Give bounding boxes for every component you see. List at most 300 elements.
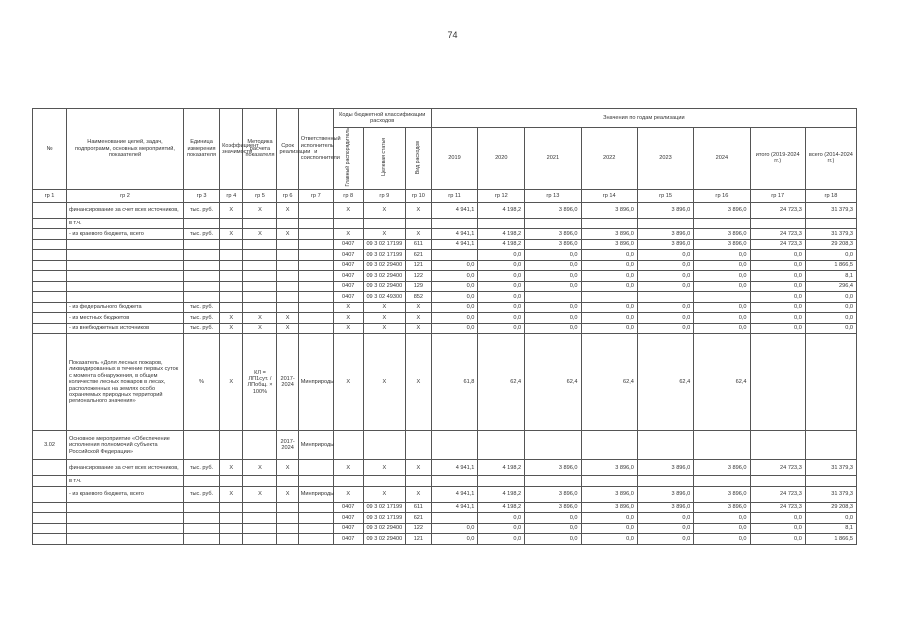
column-number-cell: гр 17 bbox=[750, 189, 805, 202]
table-cell: 09 3 02 17199 bbox=[363, 239, 406, 250]
table-cell: 121 bbox=[406, 260, 432, 271]
table-cell bbox=[33, 334, 67, 431]
table-cell: 0,0 bbox=[694, 260, 750, 271]
table-cell bbox=[243, 476, 277, 487]
table-cell bbox=[431, 431, 478, 460]
table-cell: 24 723,3 bbox=[750, 460, 805, 476]
table-cell: 2017-2024 bbox=[277, 431, 298, 460]
table-cell: 0,0 bbox=[637, 313, 693, 324]
table-cell: 3 896,0 bbox=[637, 229, 693, 240]
table-cell: 0,0 bbox=[478, 323, 525, 334]
table-cell bbox=[183, 292, 219, 303]
table-cell: 4 198,2 bbox=[478, 486, 525, 502]
table-cell bbox=[805, 431, 856, 460]
table-cell: 0,0 bbox=[478, 271, 525, 282]
table-cell: 0,0 bbox=[478, 260, 525, 271]
table-cell bbox=[277, 260, 298, 271]
table-cell bbox=[220, 239, 243, 250]
table-cell bbox=[637, 292, 693, 303]
table-cell bbox=[33, 534, 67, 545]
table-cell: 24 723,3 bbox=[750, 239, 805, 250]
table-cell: 0,0 bbox=[525, 534, 581, 545]
table-cell: 0,0 bbox=[525, 302, 581, 313]
table-cell bbox=[33, 460, 67, 476]
header-period: Срок реализации bbox=[277, 109, 298, 190]
table-cell: 0,0 bbox=[431, 292, 478, 303]
table-cell bbox=[431, 476, 478, 487]
table-cell: 0,0 bbox=[478, 250, 525, 261]
table-cell bbox=[183, 431, 219, 460]
table-cell bbox=[431, 218, 478, 229]
table-cell: 3 896,0 bbox=[694, 229, 750, 240]
table-cell bbox=[243, 218, 277, 229]
table-cell bbox=[67, 292, 184, 303]
table-cell bbox=[67, 260, 184, 271]
table-cell: 0,0 bbox=[637, 534, 693, 545]
table-cell: 0,0 bbox=[581, 281, 637, 292]
column-number-cell: гр 3 bbox=[183, 189, 219, 202]
table-cell: 0,0 bbox=[581, 313, 637, 324]
table-cell: 0,0 bbox=[805, 302, 856, 313]
table-cell: 0,0 bbox=[431, 281, 478, 292]
table-cell: 621 bbox=[406, 513, 432, 524]
table-cell bbox=[298, 513, 333, 524]
table-cell bbox=[805, 218, 856, 229]
table-cell: в т.ч. bbox=[67, 476, 184, 487]
table-cell: 24 723,3 bbox=[750, 502, 805, 513]
table-cell: 3 896,0 bbox=[637, 239, 693, 250]
table-cell: 24 723,3 bbox=[750, 486, 805, 502]
table-cell bbox=[220, 260, 243, 271]
table-cell bbox=[298, 202, 333, 218]
table-cell: 31 379,3 bbox=[805, 229, 856, 240]
table-cell: 3.02 bbox=[33, 431, 67, 460]
table-cell: X bbox=[333, 460, 363, 476]
table-cell bbox=[183, 534, 219, 545]
table-row bbox=[33, 323, 857, 334]
table-cell bbox=[67, 534, 184, 545]
table-cell: X bbox=[363, 334, 406, 431]
table-cell: 0,0 bbox=[750, 302, 805, 313]
table-cell bbox=[243, 523, 277, 534]
table-cell bbox=[637, 431, 693, 460]
table-cell bbox=[220, 250, 243, 261]
table-cell bbox=[581, 431, 637, 460]
table-cell: в т.ч. bbox=[67, 218, 184, 229]
table-cell: 09 3 02 17199 bbox=[363, 502, 406, 513]
table-cell: X bbox=[333, 313, 363, 324]
table-cell: 62,4 bbox=[478, 334, 525, 431]
table-cell: - из краевого бюджета, всего bbox=[67, 486, 184, 502]
table-cell bbox=[431, 250, 478, 261]
table-cell: 0,0 bbox=[431, 302, 478, 313]
table-cell: X bbox=[220, 323, 243, 334]
table-cell bbox=[478, 218, 525, 229]
table-cell: X bbox=[363, 323, 406, 334]
table-cell: 0407 bbox=[333, 239, 363, 250]
table-cell: 0,0 bbox=[525, 523, 581, 534]
table-cell: тыс. руб. bbox=[183, 486, 219, 502]
table-cell: X bbox=[363, 460, 406, 476]
header-target-article: Целевая статья bbox=[363, 128, 406, 190]
table-cell: 3 896,0 bbox=[581, 460, 637, 476]
header-year-2019: 2019 bbox=[431, 128, 478, 190]
column-number-cell: гр 8 bbox=[333, 189, 363, 202]
table-cell: 0,0 bbox=[431, 534, 478, 545]
table-cell: 0,0 bbox=[478, 302, 525, 313]
table-cell bbox=[67, 523, 184, 534]
table-cell: 0,0 bbox=[431, 523, 478, 534]
table-cell: 0,0 bbox=[694, 534, 750, 545]
table-cell: X bbox=[333, 334, 363, 431]
header-year-2021: 2021 bbox=[525, 128, 581, 190]
table-cell: X bbox=[363, 313, 406, 324]
table-cell: 0407 bbox=[333, 534, 363, 545]
table-cell bbox=[67, 502, 184, 513]
table-cell: X bbox=[277, 460, 298, 476]
table-row bbox=[33, 250, 857, 261]
table-cell bbox=[277, 476, 298, 487]
table-cell bbox=[220, 476, 243, 487]
column-number-cell: гр 14 bbox=[581, 189, 637, 202]
column-number-cell: гр 6 bbox=[277, 189, 298, 202]
table-cell bbox=[33, 302, 67, 313]
table-row bbox=[33, 431, 857, 460]
table-cell: 0,0 bbox=[525, 271, 581, 282]
table-cell: Минприроды bbox=[298, 431, 333, 460]
table-cell bbox=[298, 292, 333, 303]
table-cell bbox=[298, 302, 333, 313]
table-cell bbox=[67, 250, 184, 261]
table-cell: 3 896,0 bbox=[637, 502, 693, 513]
table-cell: 3 896,0 bbox=[581, 202, 637, 218]
table-cell: 0,0 bbox=[581, 271, 637, 282]
table-cell bbox=[431, 513, 478, 524]
table-cell bbox=[694, 431, 750, 460]
table-cell: 0,0 bbox=[694, 271, 750, 282]
table-cell bbox=[298, 271, 333, 282]
table-cell bbox=[581, 476, 637, 487]
table-cell: 122 bbox=[406, 271, 432, 282]
table-cell: 62,4 bbox=[694, 334, 750, 431]
table-cell: 0,0 bbox=[478, 292, 525, 303]
table-cell: 09 3 02 17199 bbox=[363, 250, 406, 261]
table-cell: 0,0 bbox=[805, 513, 856, 524]
table-cell bbox=[333, 218, 363, 229]
table-cell: 0,0 bbox=[750, 534, 805, 545]
table-cell bbox=[243, 534, 277, 545]
table-cell: 3 896,0 bbox=[694, 202, 750, 218]
table-cell bbox=[183, 218, 219, 229]
table-cell: 3 896,0 bbox=[694, 486, 750, 502]
table-cell: 09 3 02 29400 bbox=[363, 271, 406, 282]
table-cell: 0,0 bbox=[525, 250, 581, 261]
table-cell bbox=[243, 431, 277, 460]
table-row bbox=[33, 281, 857, 292]
table-cell: 09 3 02 29400 bbox=[363, 523, 406, 534]
column-number-cell: гр 5 bbox=[243, 189, 277, 202]
table-cell: 611 bbox=[406, 502, 432, 513]
table-cell bbox=[637, 476, 693, 487]
table-cell bbox=[298, 534, 333, 545]
table-cell bbox=[220, 271, 243, 282]
table-cell: X bbox=[277, 313, 298, 324]
header-year-2022: 2022 bbox=[581, 128, 637, 190]
table-cell bbox=[183, 502, 219, 513]
table-cell: X bbox=[406, 229, 432, 240]
table-cell: X bbox=[406, 302, 432, 313]
table-cell bbox=[805, 476, 856, 487]
header-unit: Единица измерения показателя bbox=[183, 109, 219, 190]
table-cell: 0,0 bbox=[805, 313, 856, 324]
table-cell: 3 896,0 bbox=[525, 239, 581, 250]
table-cell: 4 198,2 bbox=[478, 229, 525, 240]
table-cell: 3 896,0 bbox=[581, 239, 637, 250]
table-cell: 62,4 bbox=[581, 334, 637, 431]
column-number-row bbox=[33, 189, 857, 202]
table-cell bbox=[33, 218, 67, 229]
table-cell bbox=[243, 302, 277, 313]
table-cell: 0,0 bbox=[694, 313, 750, 324]
table-cell bbox=[220, 523, 243, 534]
header-budget-codes: Коды бюджетной классификации расходов bbox=[333, 109, 431, 128]
header-method: Методика расчета показателя bbox=[243, 109, 277, 190]
table-cell: 621 bbox=[406, 250, 432, 261]
table-cell bbox=[298, 250, 333, 261]
table-cell: 0,0 bbox=[750, 281, 805, 292]
table-cell: X bbox=[243, 202, 277, 218]
table-cell bbox=[33, 513, 67, 524]
table-cell: 129 bbox=[406, 281, 432, 292]
table-cell: X bbox=[406, 460, 432, 476]
table-cell: 3 896,0 bbox=[637, 486, 693, 502]
table-cell: 09 3 02 49300 bbox=[363, 292, 406, 303]
table-cell: 0,0 bbox=[525, 313, 581, 324]
table-cell: 3 896,0 bbox=[694, 460, 750, 476]
table-cell: 29 208,3 bbox=[805, 502, 856, 513]
table-cell: 0,0 bbox=[750, 513, 805, 524]
table-cell: 0,0 bbox=[750, 323, 805, 334]
table-cell: 0,0 bbox=[431, 313, 478, 324]
column-number-cell: гр 4 bbox=[220, 189, 243, 202]
table-cell: 0,0 bbox=[581, 260, 637, 271]
table-cell bbox=[277, 271, 298, 282]
table-cell bbox=[581, 292, 637, 303]
table-cell: 611 bbox=[406, 239, 432, 250]
table-cell: тыс. руб. bbox=[183, 229, 219, 240]
table-cell: 0,0 bbox=[525, 281, 581, 292]
table-cell: 0,0 bbox=[750, 313, 805, 324]
table-cell bbox=[478, 431, 525, 460]
table-cell: 3 896,0 bbox=[581, 502, 637, 513]
table-cell bbox=[525, 476, 581, 487]
table-cell: X bbox=[363, 486, 406, 502]
header-total-2019-2024: итого (2019-2024 гг.) bbox=[750, 128, 805, 190]
table-cell: 61,8 bbox=[431, 334, 478, 431]
table-cell bbox=[581, 218, 637, 229]
table-cell bbox=[183, 513, 219, 524]
table-cell bbox=[694, 292, 750, 303]
table-cell: 3 896,0 bbox=[581, 229, 637, 240]
table-cell: 09 3 02 17199 bbox=[363, 513, 406, 524]
header-number: № bbox=[33, 109, 67, 190]
table-cell: X bbox=[333, 323, 363, 334]
table-cell bbox=[220, 502, 243, 513]
table-cell: 3 896,0 bbox=[525, 229, 581, 240]
table-cell bbox=[33, 292, 67, 303]
table-cell: 0407 bbox=[333, 502, 363, 513]
table-cell bbox=[277, 513, 298, 524]
table-cell: 3 896,0 bbox=[637, 460, 693, 476]
table-cell: Показатель «Доля лесных пожаров, ликвидированных в течение первых суток с момента обнаружения, в общем количестве лесных пожаров в лесах, расположенных на землях особо охраняемых природных территорий регионального значения» bbox=[67, 334, 184, 431]
table-cell: тыс. руб. bbox=[183, 302, 219, 313]
table-cell bbox=[298, 229, 333, 240]
column-number-cell: гр 9 bbox=[363, 189, 406, 202]
table-cell: 8,1 bbox=[805, 271, 856, 282]
column-number-cell: гр 13 bbox=[525, 189, 581, 202]
table-cell: 0,0 bbox=[750, 523, 805, 534]
table-cell: 0,0 bbox=[478, 534, 525, 545]
table-cell: 0,0 bbox=[750, 292, 805, 303]
table-cell: 0,0 bbox=[581, 523, 637, 534]
table-cell bbox=[33, 260, 67, 271]
table-cell bbox=[183, 476, 219, 487]
table-cell bbox=[363, 218, 406, 229]
table-cell: 0,0 bbox=[694, 513, 750, 524]
table-cell: Минприроды bbox=[298, 334, 333, 431]
table-cell: 0,0 bbox=[805, 292, 856, 303]
table-row bbox=[33, 460, 857, 476]
table-cell bbox=[67, 239, 184, 250]
table-row bbox=[33, 534, 857, 545]
table-cell bbox=[298, 281, 333, 292]
table-cell: 0,0 bbox=[431, 271, 478, 282]
table-cell: 4 941,1 bbox=[431, 202, 478, 218]
table-cell: 09 3 02 29400 bbox=[363, 281, 406, 292]
table-cell: 3 896,0 bbox=[581, 486, 637, 502]
table-cell bbox=[33, 502, 67, 513]
table-cell bbox=[363, 476, 406, 487]
table-cell: 0407 bbox=[333, 292, 363, 303]
table-cell bbox=[67, 271, 184, 282]
table-cell: 3 896,0 bbox=[525, 460, 581, 476]
table-cell bbox=[277, 292, 298, 303]
table-cell: 4 198,2 bbox=[478, 239, 525, 250]
table-cell: КЛ = ЛП1сут. / ЛПобщ. × 100% bbox=[243, 334, 277, 431]
table-cell bbox=[277, 239, 298, 250]
table-cell: тыс. руб. bbox=[183, 323, 219, 334]
table-cell bbox=[33, 202, 67, 218]
table-cell: 0,0 bbox=[581, 250, 637, 261]
table-cell: 0,0 bbox=[637, 260, 693, 271]
table-cell: тыс. руб. bbox=[183, 313, 219, 324]
page-number: 74 bbox=[447, 30, 458, 40]
table-cell bbox=[33, 323, 67, 334]
table-cell bbox=[750, 334, 805, 431]
table-cell bbox=[637, 218, 693, 229]
table-cell bbox=[33, 486, 67, 502]
table-cell: 0,0 bbox=[581, 513, 637, 524]
table-cell: X bbox=[243, 313, 277, 324]
table-cell bbox=[277, 302, 298, 313]
table-cell: 0,0 bbox=[637, 281, 693, 292]
table-cell: финансирование за счет всех источников, bbox=[67, 202, 184, 218]
table-cell bbox=[183, 523, 219, 534]
table-cell: 4 198,2 bbox=[478, 502, 525, 513]
table-cell: 852 bbox=[406, 292, 432, 303]
table-cell bbox=[243, 271, 277, 282]
table-cell: 0407 bbox=[333, 260, 363, 271]
table-row bbox=[33, 202, 857, 218]
table-cell: 0,0 bbox=[478, 313, 525, 324]
table-cell: 4 941,1 bbox=[431, 460, 478, 476]
table-cell: 0,0 bbox=[805, 250, 856, 261]
column-number-cell: гр 2 bbox=[67, 189, 184, 202]
table-cell: X bbox=[243, 229, 277, 240]
table-cell bbox=[220, 431, 243, 460]
table-cell bbox=[220, 513, 243, 524]
table-cell: 0,0 bbox=[805, 323, 856, 334]
table-cell: X bbox=[220, 202, 243, 218]
table-row bbox=[33, 486, 857, 502]
table-cell: 62,4 bbox=[525, 334, 581, 431]
table-cell: X bbox=[406, 334, 432, 431]
table-cell bbox=[277, 523, 298, 534]
table-row bbox=[33, 218, 857, 229]
table-cell: - из внебюджетных источников bbox=[67, 323, 184, 334]
table-cell: X bbox=[277, 323, 298, 334]
table-cell bbox=[750, 218, 805, 229]
table-cell: 0,0 bbox=[431, 260, 478, 271]
table-row bbox=[33, 260, 857, 271]
table-cell bbox=[33, 229, 67, 240]
table-cell: 62,4 bbox=[637, 334, 693, 431]
table-cell: Основное мероприятие «Обеспечение исполнения полномочий субъекта Российской Федерации» bbox=[67, 431, 184, 460]
table-cell: 09 3 02 29400 bbox=[363, 534, 406, 545]
table-cell: 0,0 bbox=[637, 513, 693, 524]
table-cell bbox=[220, 281, 243, 292]
table-cell: 121 bbox=[406, 534, 432, 545]
table-cell: X bbox=[406, 202, 432, 218]
table-cell: 0,0 bbox=[750, 260, 805, 271]
table-cell: 3 896,0 bbox=[525, 202, 581, 218]
table-cell: X bbox=[333, 202, 363, 218]
table-cell bbox=[525, 218, 581, 229]
table-cell bbox=[298, 313, 333, 324]
table-cell: X bbox=[277, 202, 298, 218]
table-row bbox=[33, 239, 857, 250]
table-cell: 31 379,3 bbox=[805, 486, 856, 502]
table-cell bbox=[406, 218, 432, 229]
table-cell bbox=[298, 460, 333, 476]
table-cell: X bbox=[363, 202, 406, 218]
table-cell: 31 379,3 bbox=[805, 202, 856, 218]
table-cell bbox=[694, 218, 750, 229]
table-cell: 24 723,3 bbox=[750, 229, 805, 240]
header-main-manager: Главный распорядитель bbox=[333, 128, 363, 190]
table-cell: 0,0 bbox=[750, 250, 805, 261]
table-cell: 0,0 bbox=[525, 260, 581, 271]
table-cell: X bbox=[406, 486, 432, 502]
table-cell: 1 866,5 bbox=[805, 534, 856, 545]
table-cell bbox=[363, 431, 406, 460]
table-cell: 3 896,0 bbox=[694, 239, 750, 250]
table-cell: 0,0 bbox=[637, 271, 693, 282]
table-cell bbox=[277, 502, 298, 513]
table-cell: X bbox=[363, 302, 406, 313]
header-years-group: Значения по годам реализации bbox=[431, 109, 856, 128]
table-cell: 0407 bbox=[333, 281, 363, 292]
